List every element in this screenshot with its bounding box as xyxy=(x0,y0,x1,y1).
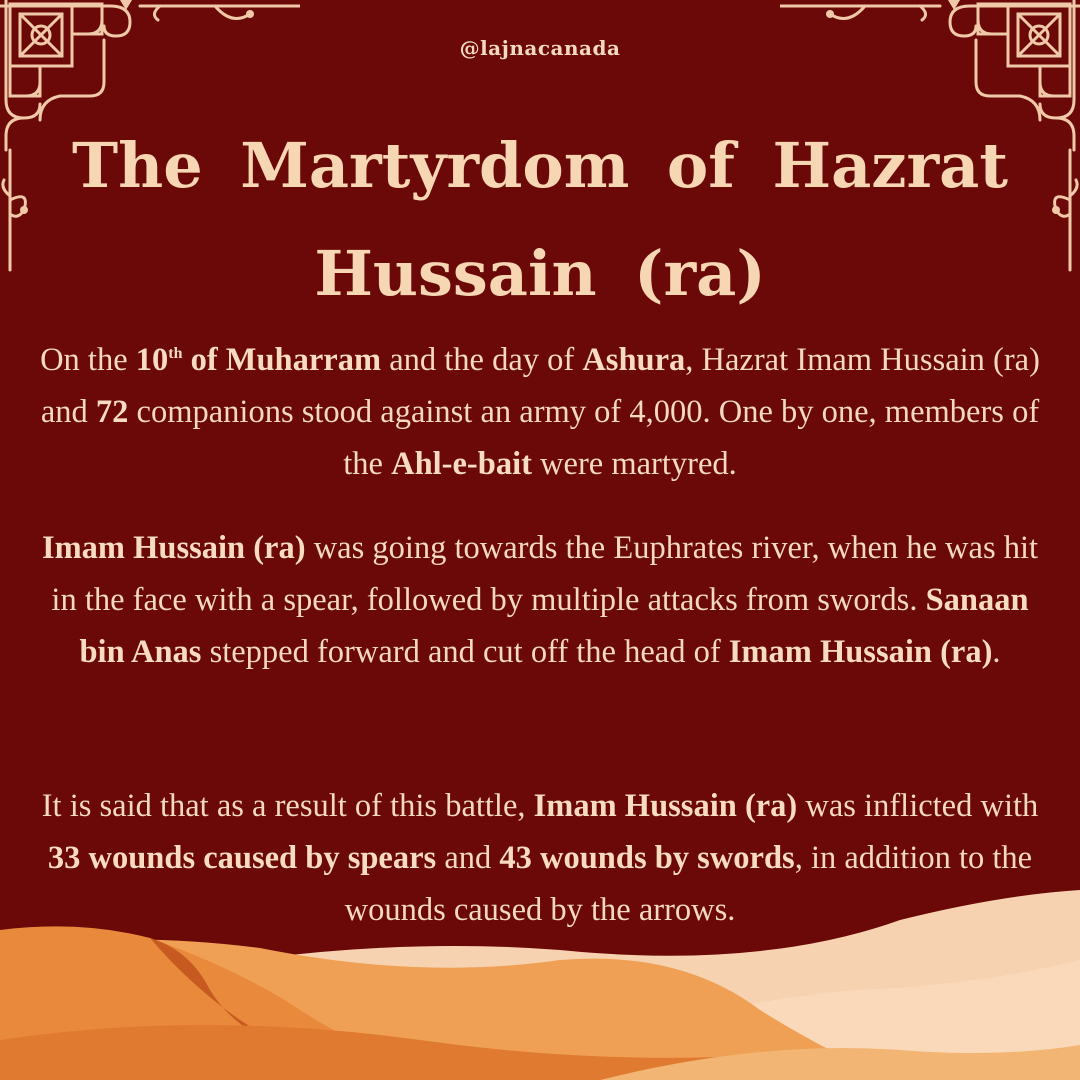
bold-text: Imam Hussain (ra) xyxy=(41,530,306,566)
bold-text: Ahl-e-bait xyxy=(391,446,532,482)
bold-text: 43 wounds by swords xyxy=(499,840,795,876)
text-span: was going towards the Euphrates river, when he was hit in the face with a spear, followed by multiple attacks from swords. xyxy=(51,530,1039,618)
text-span: , Hazrat Imam Hussain (ra) and xyxy=(40,342,1040,430)
paragraph-euphrates xyxy=(36,522,1044,678)
text-span: On the xyxy=(40,342,136,378)
page-title: The Martyrdom of Hazrat Hussain (ra) xyxy=(72,129,1008,310)
bold-text: 72 xyxy=(95,394,129,430)
text-span: . xyxy=(992,634,1001,670)
bold-text: 10 xyxy=(135,342,169,378)
social-handle: @lajnacanada xyxy=(459,36,621,60)
bold-text: Sanaan bin Anas xyxy=(79,582,1029,670)
bold-text: Ashura xyxy=(582,342,686,378)
text-span: companions stood against an army of 4,000. One by one, members of the xyxy=(128,394,1040,482)
text-span: , in addition to the wounds caused by the arrows. xyxy=(344,840,1033,928)
text-span: and the day of xyxy=(381,342,583,378)
ordinal-suffix: th xyxy=(168,345,183,363)
bold-text: of Muharram xyxy=(182,342,382,378)
bold-text: Imam Hussain (ra) xyxy=(728,634,993,670)
desert-dunes-icon xyxy=(0,890,1080,1080)
text-span: was inflicted with xyxy=(797,788,1039,824)
text-span: stepped forward and cut off the head of xyxy=(201,634,729,670)
text-span: were martyred. xyxy=(531,446,737,482)
bold-text: 33 wounds caused by spears xyxy=(47,840,437,876)
bold-text: Imam Hussain (ra) xyxy=(533,788,798,824)
text-span: and xyxy=(436,840,500,876)
paragraph-ashura xyxy=(36,334,1044,490)
text-span: It is said that as a result of this battle, xyxy=(41,788,534,824)
